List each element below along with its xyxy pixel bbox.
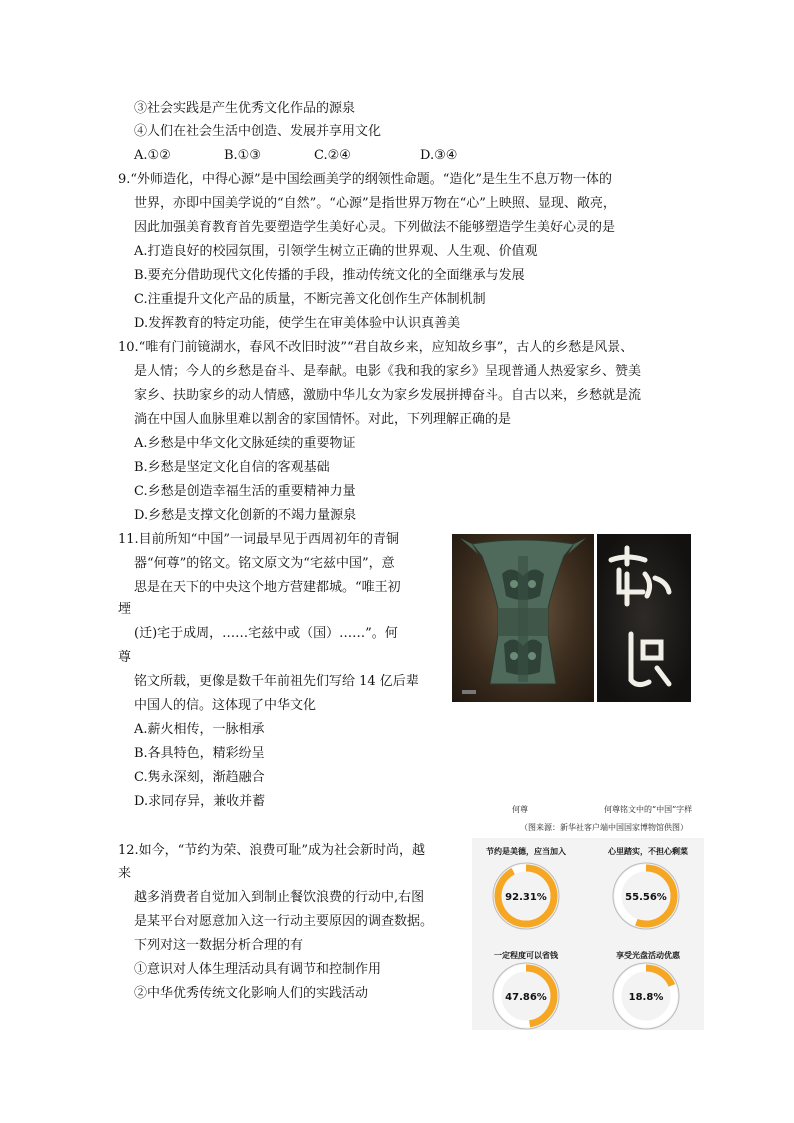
figure-caption-source: （图来源：新华社客户端中国国家博物馆供图） <box>520 823 688 832</box>
survey-label: 一定程度可以省钱 <box>494 951 558 960</box>
q9-stem-line: 9.“外师造化，中得心源”是中国绘画美学的纲领性命题。“造化”是生生不息万物一体的 <box>118 172 612 187</box>
q10-stem-line: 是人情；今人的乡愁是奋斗、是奉献。电影《我和我的家乡》呈现普通人热爱家乡、赞美 <box>134 364 642 379</box>
q11-stem-line: 思是在天下的中央这个地方营建都城。“唯王初 <box>134 580 401 595</box>
q10-stem-line: 淌在中国人血脉里难以割舍的家国情怀。对此，下列理解正确的是 <box>134 412 512 427</box>
q11-stem-line: 堙 <box>118 602 132 617</box>
q9-option-b: B.要充分借助现代文化传播的手段，推动传统文化的全面继承与发展 <box>134 268 525 283</box>
q9-option-c: C.注重提升文化产品的质量，不断完善文化创作生产体制机制 <box>134 292 486 307</box>
q12-stem-line: 下列对这一数据分析合理的有 <box>134 938 304 953</box>
q10-option-b: B.乡愁是坚定文化自信的客观基础 <box>134 460 330 475</box>
q9-option-a: A.打造良好的校园氛围，引领学生树立正确的世界观、人生观、价值观 <box>134 244 538 259</box>
q8-item-3: ③社会实践是产生优秀文化作品的源泉 <box>134 101 356 116</box>
q12-stem-line: 越多消费者自觉加入到制止餐饮浪费的行动中,右图 <box>134 890 425 905</box>
q12-stem-line: 12.如今，“节约为荣、浪费可耻”成为社会新时尚，越 <box>118 843 425 858</box>
q11-option-d: D.求同存异，兼收并蓄 <box>134 794 266 809</box>
q8-option-a: A.①② <box>134 148 171 163</box>
q9-option-d: D.发挥教育的特定功能，使学生在审美体验中认识真善美 <box>134 316 461 331</box>
bronze-vessel-icon <box>452 534 594 702</box>
ring-percent: 18.8% <box>628 992 664 1003</box>
q10-option-a: A.乡愁是中华文化文脉延续的重要物证 <box>134 436 356 451</box>
q9-stem-line: 因此加强美育教育首先要塑造学生美好心灵。下列做法不能够塑造学生美好心灵的是 <box>134 220 616 235</box>
q11-option-c: C.隽永深刻，渐趋融合 <box>134 770 265 785</box>
q11-stem-line: (迁)宅于成周，……宅兹中或（国）……”。何 <box>134 626 398 641</box>
survey-ring <box>492 862 560 930</box>
q11-stem-line: 尊 <box>118 650 132 665</box>
q11-option-b: B.各具特色，精彩纷呈 <box>134 746 265 761</box>
q9-stem-line: 世界，亦即中国美学说的“自然”。“心源”是指世界万物在“心”上映照、显现、敞亮， <box>134 196 616 211</box>
q8-option-c: C.②④ <box>314 148 351 163</box>
ring-percent: 47.86% <box>505 992 547 1003</box>
q12-stem-line: 来 <box>118 866 132 881</box>
q11-option-a: A.薪火相传，一脉相承 <box>134 722 265 737</box>
ring-percent: 92.31% <box>505 892 547 903</box>
q11-stem-line: 11.目前所知“中国”一词最早见于西周初年的青铜 <box>118 532 399 547</box>
survey-label: 节约是美德，应当加入 <box>486 847 566 856</box>
q10-option-d: D.乡愁是支撑文化创新的不竭力量源泉 <box>134 508 357 523</box>
survey-ring <box>492 962 560 1030</box>
ring-percent: 55.56% <box>625 892 667 903</box>
q12-stem-line: 是某平台对愿意加入这一行动主要原因的调查数据。 <box>134 914 434 929</box>
inscription-glyph-icon <box>597 534 691 702</box>
q11-stem-line: 中国人的信。这体现了中华文化 <box>134 698 317 713</box>
survey-label: 享受光盘活动优惠 <box>616 951 680 960</box>
q10-stem-line: 家乡、扶助家乡的动人情感，激励中华儿女为家乡发展拼搏奋斗。自古以来，乡愁就是流 <box>134 388 642 403</box>
he-zun-vessel-photo <box>452 534 594 702</box>
q8-option-d: D.③④ <box>420 148 458 163</box>
q10-option-c: C.乡愁是创造幸福生活的重要精神力量 <box>134 484 356 499</box>
survey-ring <box>612 862 680 930</box>
q8-option-b: B.①③ <box>224 148 261 163</box>
figure-caption-vessel: 何尊 <box>512 805 528 814</box>
figure-caption-inscription: 何尊铭文中的“中国”字样 <box>604 805 693 814</box>
survey-label: 心里踏实，不担心剩菜 <box>608 847 688 856</box>
survey-panel <box>472 838 704 1030</box>
q12-item-2: ②中华优秀传统文化影响人们的实践活动 <box>134 986 369 1001</box>
inscription-photo <box>597 534 691 702</box>
q11-stem-line: 器“何尊”的铭文。铭文原文为“宅兹中国”，意 <box>134 556 395 571</box>
q11-stem-line: 铭文所载，更像是数千年前祖先们写给 14 亿后辈 <box>134 674 419 689</box>
survey-ring <box>612 962 680 1030</box>
q12-item-1: ①意识对人体生理活动具有调节和控制作用 <box>134 962 382 977</box>
q8-item-4: ④人们在社会生活中创造、发展并享用文化 <box>134 124 382 139</box>
q10-stem-line: 10.“唯有门前镜湖水，春风不改旧时波”“君自故乡来，应知故乡事”，古人的乡愁是风景、 <box>118 340 634 355</box>
